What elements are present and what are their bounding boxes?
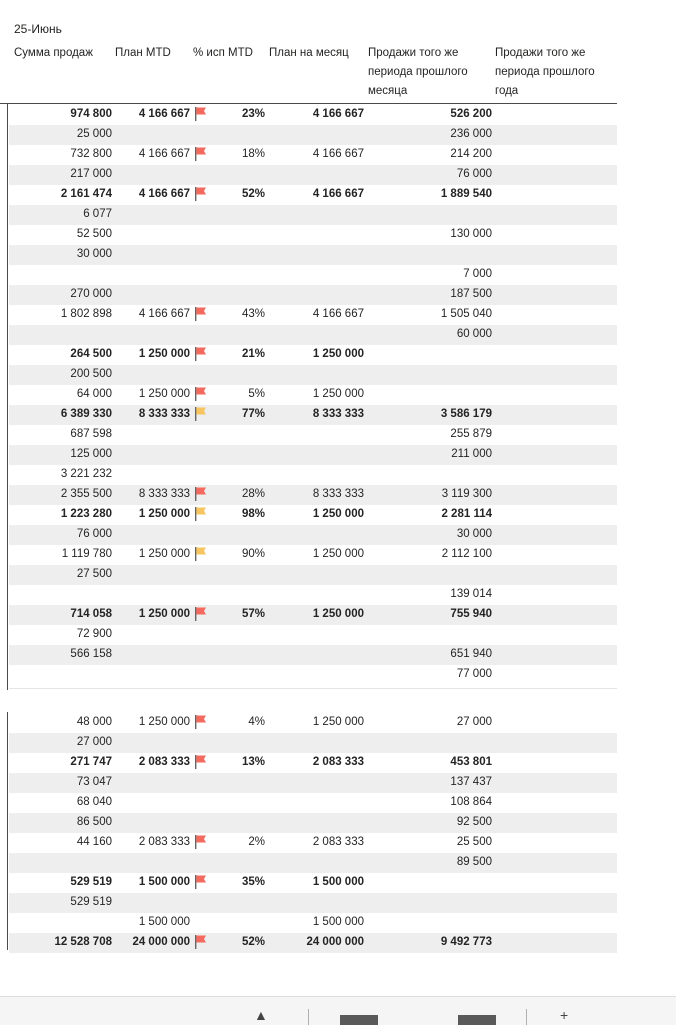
table-row[interactable] <box>9 893 617 913</box>
sales-cell: 27 000 <box>76 736 112 748</box>
table-row[interactable] <box>9 793 617 813</box>
plan-month-cell: 24 000 000 <box>306 936 364 948</box>
table-row[interactable] <box>9 485 617 505</box>
col-header-prev-year[interactable]: Продажи того же периода прошлого года <box>495 47 595 97</box>
sales-cell: 200 500 <box>70 368 112 380</box>
status-flag-icon <box>194 546 208 562</box>
table-row[interactable] <box>9 505 617 525</box>
prev-month-cell: 7 000 <box>463 268 492 280</box>
up-arrow-icon[interactable]: ▲ <box>254 1007 268 1023</box>
status-flag-icon <box>194 386 208 402</box>
sales-cell: 264 500 <box>70 348 112 360</box>
sales-cell: 6 389 330 <box>60 408 112 420</box>
sales-cell: 2 355 500 <box>60 488 112 500</box>
prev-month-cell: 187 500 <box>450 288 492 300</box>
plan-month-cell: 1 250 000 <box>312 388 364 400</box>
table-row[interactable] <box>9 585 617 605</box>
prev-month-cell: 30 000 <box>456 528 492 540</box>
prev-month-cell: 1 505 040 <box>440 308 492 320</box>
pct-mtd-cell: 28% <box>241 488 265 500</box>
table-row[interactable] <box>9 125 617 145</box>
table-row[interactable] <box>9 465 617 485</box>
table-row[interactable] <box>9 753 617 773</box>
plan-month-cell: 1 500 000 <box>312 876 364 888</box>
plan-mtd-cell: 1 250 000 <box>138 348 190 360</box>
table-row[interactable] <box>9 605 617 625</box>
status-flag-icon <box>194 754 208 770</box>
sales-cell: 1 223 280 <box>60 508 112 520</box>
table-row[interactable] <box>9 873 617 893</box>
plan-month-cell: 2 083 333 <box>312 756 364 768</box>
plan-mtd-cell: 1 250 000 <box>138 608 190 620</box>
status-flag-icon <box>194 106 208 122</box>
table-row[interactable] <box>9 833 617 853</box>
col-header-plan-month[interactable]: План на месяц <box>269 47 349 59</box>
plan-mtd-cell: 4 166 667 <box>138 108 190 120</box>
table-row[interactable] <box>9 933 617 953</box>
prev-month-cell: 211 000 <box>451 448 492 460</box>
sales-cell: 529 519 <box>70 896 112 908</box>
sales-cell: 271 747 <box>70 756 112 768</box>
sales-cell: 64 000 <box>76 388 112 400</box>
plan-mtd-cell: 1 250 000 <box>138 508 190 520</box>
plan-month-cell: 1 500 000 <box>312 916 364 928</box>
pct-mtd-cell: 13% <box>241 756 265 768</box>
toolbar-divider <box>526 1009 527 1025</box>
plan-mtd-cell: 2 083 333 <box>138 836 190 848</box>
table-row[interactable] <box>9 385 617 405</box>
plan-mtd-cell: 1 250 000 <box>138 548 190 560</box>
plan-month-cell: 2 083 333 <box>312 836 364 848</box>
sales-cell: 217 000 <box>70 168 112 180</box>
sales-cell: 1 119 780 <box>61 548 112 560</box>
prev-month-cell: 76 000 <box>456 168 492 180</box>
pct-mtd-cell: 23% <box>241 108 265 120</box>
sales-cell: 52 500 <box>76 228 112 240</box>
sales-cell: 6 077 <box>83 208 112 220</box>
table-row[interactable] <box>9 185 617 205</box>
prev-month-cell: 1 889 540 <box>440 188 492 200</box>
pct-mtd-cell: 90% <box>241 548 265 560</box>
table-row[interactable] <box>9 625 617 645</box>
row-header-border <box>7 712 8 950</box>
prev-month-cell: 60 000 <box>456 328 492 340</box>
table-row[interactable] <box>9 565 617 585</box>
prev-month-cell: 3 586 179 <box>440 408 492 420</box>
prev-month-cell: 236 000 <box>450 128 492 140</box>
plan-mtd-cell: 8 333 333 <box>138 408 190 420</box>
prev-month-cell: 3 119 300 <box>441 488 492 500</box>
prev-month-cell: 108 864 <box>450 796 492 808</box>
col-header-prev-month[interactable]: Продажи того же периода прошлого месяца <box>368 47 468 97</box>
table-row[interactable] <box>9 913 617 933</box>
sales-cell: 270 000 <box>70 288 112 300</box>
status-flag-icon <box>194 934 208 950</box>
table-row[interactable] <box>9 545 617 565</box>
table-row[interactable] <box>9 525 617 545</box>
status-flag-icon <box>194 714 208 730</box>
pct-mtd-cell: 5% <box>248 388 265 400</box>
sales-cell: 687 598 <box>70 428 112 440</box>
prev-month-cell: 2 281 114 <box>441 508 492 520</box>
plan-month-cell: 4 166 667 <box>312 108 364 120</box>
table-row[interactable] <box>9 425 617 445</box>
prev-month-cell: 453 801 <box>450 756 492 768</box>
table-row[interactable] <box>9 365 617 385</box>
status-flag-icon <box>194 146 208 162</box>
table-row[interactable] <box>9 773 617 793</box>
pct-mtd-cell: 98% <box>241 508 265 520</box>
sales-cell: 72 900 <box>76 628 112 640</box>
more-icon[interactable]: + <box>560 1007 569 1023</box>
table-row[interactable] <box>9 405 617 425</box>
sales-cell: 68 040 <box>76 796 112 808</box>
pct-mtd-cell: 43% <box>241 308 265 320</box>
sales-cell: 974 800 <box>70 108 112 120</box>
prev-month-cell: 255 879 <box>450 428 492 440</box>
plan-month-cell: 1 250 000 <box>312 508 364 520</box>
toolbar-divider <box>308 1009 309 1025</box>
pct-mtd-cell: 2% <box>248 836 265 848</box>
table-row[interactable] <box>9 325 617 345</box>
row-header-border <box>7 104 8 690</box>
table-row[interactable] <box>9 345 617 365</box>
table-row[interactable] <box>9 713 617 733</box>
sales-cell: 86 500 <box>76 816 112 828</box>
plan-mtd-cell: 2 083 333 <box>138 756 190 768</box>
prev-month-cell: 755 940 <box>450 608 492 620</box>
plan-month-cell: 1 250 000 <box>312 548 364 560</box>
table-row[interactable] <box>9 245 617 265</box>
table-row[interactable] <box>9 305 617 325</box>
prev-month-cell: 651 940 <box>450 648 492 660</box>
prev-month-cell: 214 200 <box>450 148 492 160</box>
sales-cell: 2 161 474 <box>60 188 112 200</box>
plan-mtd-cell: 1 250 000 <box>138 716 190 728</box>
status-flag-icon <box>194 606 208 622</box>
pct-mtd-cell: 18% <box>241 148 265 160</box>
col-header-plan-mtd[interactable]: План MTD <box>115 47 171 59</box>
plan-month-cell: 4 166 667 <box>312 308 364 320</box>
bottom-toolbar <box>0 996 676 1025</box>
sales-cell: 48 000 <box>76 716 112 728</box>
prev-month-cell: 77 000 <box>456 668 492 680</box>
sales-cell: 44 160 <box>76 836 112 848</box>
pct-mtd-cell: 35% <box>241 876 265 888</box>
plan-mtd-cell: 1 250 000 <box>138 388 190 400</box>
table-row[interactable] <box>9 165 617 185</box>
pct-mtd-cell: 21% <box>241 348 265 360</box>
plan-mtd-cell: 8 333 333 <box>138 488 190 500</box>
table-row[interactable] <box>9 105 617 125</box>
prev-month-cell: 92 500 <box>456 816 492 828</box>
col-header-sales[interactable]: Сумма продаж <box>14 47 93 59</box>
table-row[interactable] <box>9 205 617 225</box>
prev-month-cell: 89 500 <box>456 856 492 868</box>
table-row[interactable] <box>9 285 617 305</box>
sales-cell: 30 000 <box>76 248 112 260</box>
table-row[interactable] <box>9 225 617 245</box>
status-flag-icon <box>194 306 208 322</box>
status-flag-icon <box>194 346 208 362</box>
prev-month-cell: 2 112 100 <box>441 548 492 560</box>
sales-cell: 566 158 <box>70 648 112 660</box>
pct-mtd-cell: 57% <box>241 608 265 620</box>
sales-cell: 73 047 <box>76 776 112 788</box>
sales-cell: 529 519 <box>70 876 112 888</box>
table-row[interactable] <box>9 665 617 685</box>
plan-month-cell: 1 250 000 <box>312 716 364 728</box>
table-row[interactable] <box>9 733 617 753</box>
header-divider <box>0 103 617 104</box>
table-row[interactable] <box>9 445 617 465</box>
status-flag-icon <box>194 506 208 522</box>
sales-cell: 125 000 <box>70 448 112 460</box>
table-row[interactable] <box>9 645 617 665</box>
date-label: 25-Июнь <box>14 22 62 36</box>
pct-mtd-cell: 4% <box>248 716 265 728</box>
status-flag-icon <box>194 874 208 890</box>
sales-cell: 25 000 <box>76 128 112 140</box>
plan-mtd-cell: 4 166 667 <box>138 148 190 160</box>
status-flag-icon <box>194 406 208 422</box>
plan-month-cell: 4 166 667 <box>312 188 364 200</box>
col-header-pct-mtd[interactable]: % исп MTD <box>193 47 253 59</box>
sales-cell: 1 802 898 <box>60 308 112 320</box>
pct-mtd-cell: 77% <box>241 408 265 420</box>
section-divider <box>9 688 617 689</box>
prev-month-cell: 139 014 <box>450 588 492 600</box>
status-flag-icon <box>194 486 208 502</box>
status-flag-icon <box>194 834 208 850</box>
prev-month-cell: 9 492 773 <box>440 936 492 948</box>
status-flag-icon <box>194 186 208 202</box>
prev-month-cell: 137 437 <box>450 776 492 788</box>
sales-cell: 12 528 708 <box>54 936 112 948</box>
plan-month-cell: 1 250 000 <box>312 608 364 620</box>
plan-mtd-cell: 4 166 667 <box>138 308 190 320</box>
sales-cell: 3 221 232 <box>60 468 112 480</box>
pct-mtd-cell: 52% <box>241 936 265 948</box>
sales-cell: 732 800 <box>70 148 112 160</box>
table-row[interactable] <box>9 145 617 165</box>
sales-cell: 27 500 <box>76 568 112 580</box>
plan-month-cell: 4 166 667 <box>312 148 364 160</box>
plan-month-cell: 1 250 000 <box>312 348 364 360</box>
pct-mtd-cell: 52% <box>241 188 265 200</box>
plan-month-cell: 8 333 333 <box>312 488 364 500</box>
table-row[interactable] <box>9 813 617 833</box>
plan-month-cell: 8 333 333 <box>312 408 364 420</box>
plan-mtd-cell: 1 500 000 <box>138 916 190 928</box>
plan-mtd-cell: 24 000 000 <box>132 936 190 948</box>
prev-month-cell: 25 500 <box>456 836 492 848</box>
sales-cell: 714 058 <box>70 608 112 620</box>
prev-month-cell: 130 000 <box>450 228 492 240</box>
prev-month-cell: 526 200 <box>450 108 492 120</box>
table-row[interactable] <box>9 265 617 285</box>
prev-month-cell: 27 000 <box>456 716 492 728</box>
plan-mtd-cell: 1 500 000 <box>138 876 190 888</box>
plan-mtd-cell: 4 166 667 <box>138 188 190 200</box>
sales-cell: 76 000 <box>76 528 112 540</box>
table-row[interactable] <box>9 853 617 873</box>
